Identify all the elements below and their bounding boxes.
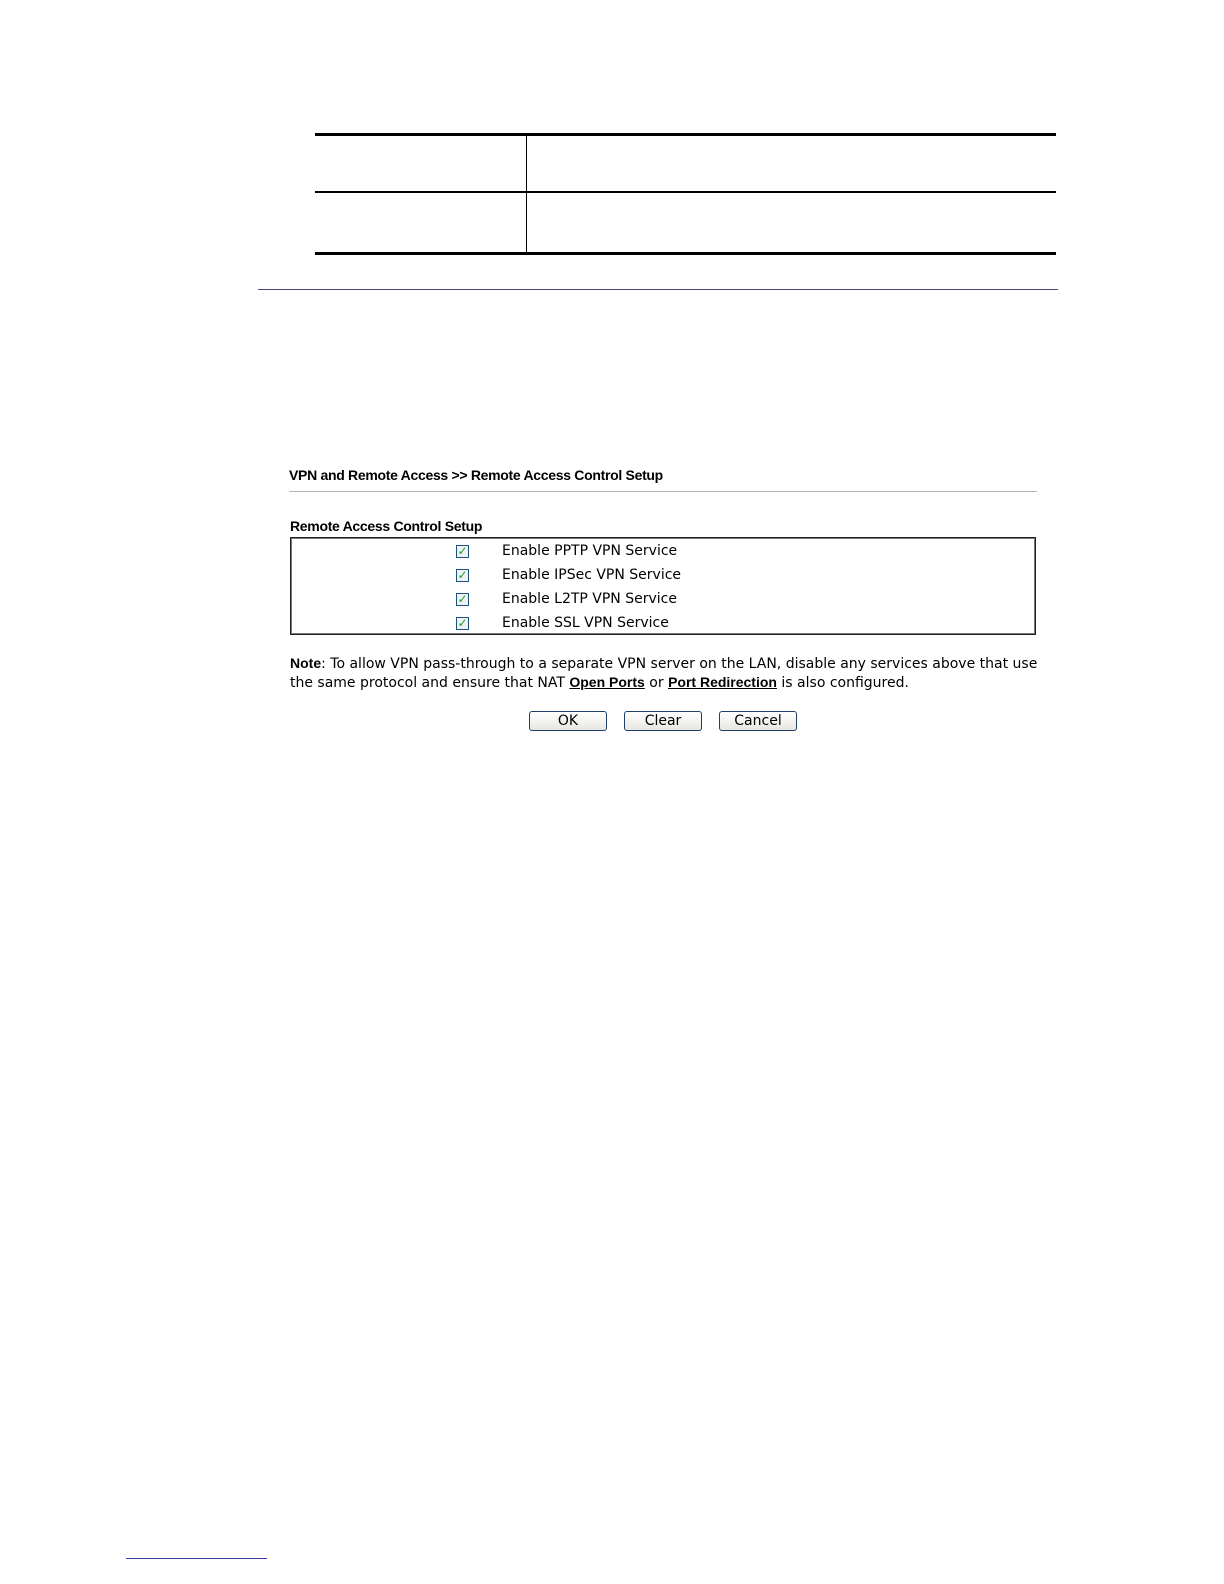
page-title: VPN and Remote Access >> Remote Access Control Setup (289, 467, 663, 483)
pptp-checkbox[interactable] (456, 545, 469, 558)
table-row (315, 193, 1056, 252)
section-title: Remote Access Control Setup (290, 518, 483, 534)
option-pptp (456, 541, 677, 561)
title-divider (289, 491, 1037, 492)
footnote-rule (126, 1558, 267, 1559)
check-icon: ✓ (457, 592, 468, 606)
table-row (315, 136, 1056, 191)
check-icon: ✓ (457, 568, 468, 582)
section-divider (258, 289, 1058, 290)
note-tail: is also configured. (776, 675, 909, 691)
ipsec-label: Enable IPSec VPN Service (502, 567, 682, 583)
note-or: or (644, 675, 669, 691)
clear-button[interactable]: Clear (624, 711, 702, 731)
note-text (290, 654, 1050, 692)
open-ports-link[interactable]: Open Ports (569, 674, 645, 690)
ssl-checkbox[interactable] (456, 617, 469, 630)
check-icon: ✓ (457, 544, 468, 558)
note-body: : To allow VPN pass-through to a separate VPN server on the LAN, disable any services above that use the same protocol and ensure that NAT (290, 656, 1038, 691)
l2tp-label: Enable L2TP VPN Service (502, 591, 677, 607)
ssl-label: Enable SSL VPN Service (502, 615, 669, 631)
l2tp-checkbox[interactable] (456, 593, 469, 606)
options-box (290, 537, 1036, 635)
option-l2tp (456, 589, 677, 609)
check-icon: ✓ (457, 616, 468, 630)
doc-table (315, 133, 1056, 255)
ipsec-checkbox[interactable] (456, 569, 469, 582)
pptp-label: Enable PPTP VPN Service (502, 543, 678, 559)
cancel-button[interactable]: Cancel (719, 711, 797, 731)
option-ipsec (456, 565, 681, 585)
table-bottom-rule (315, 252, 1056, 255)
option-ssl (456, 613, 669, 633)
note-label: Note (290, 655, 322, 671)
port-redirection-link[interactable]: Port Redirection (668, 674, 777, 690)
ok-button[interactable]: OK (529, 711, 607, 731)
